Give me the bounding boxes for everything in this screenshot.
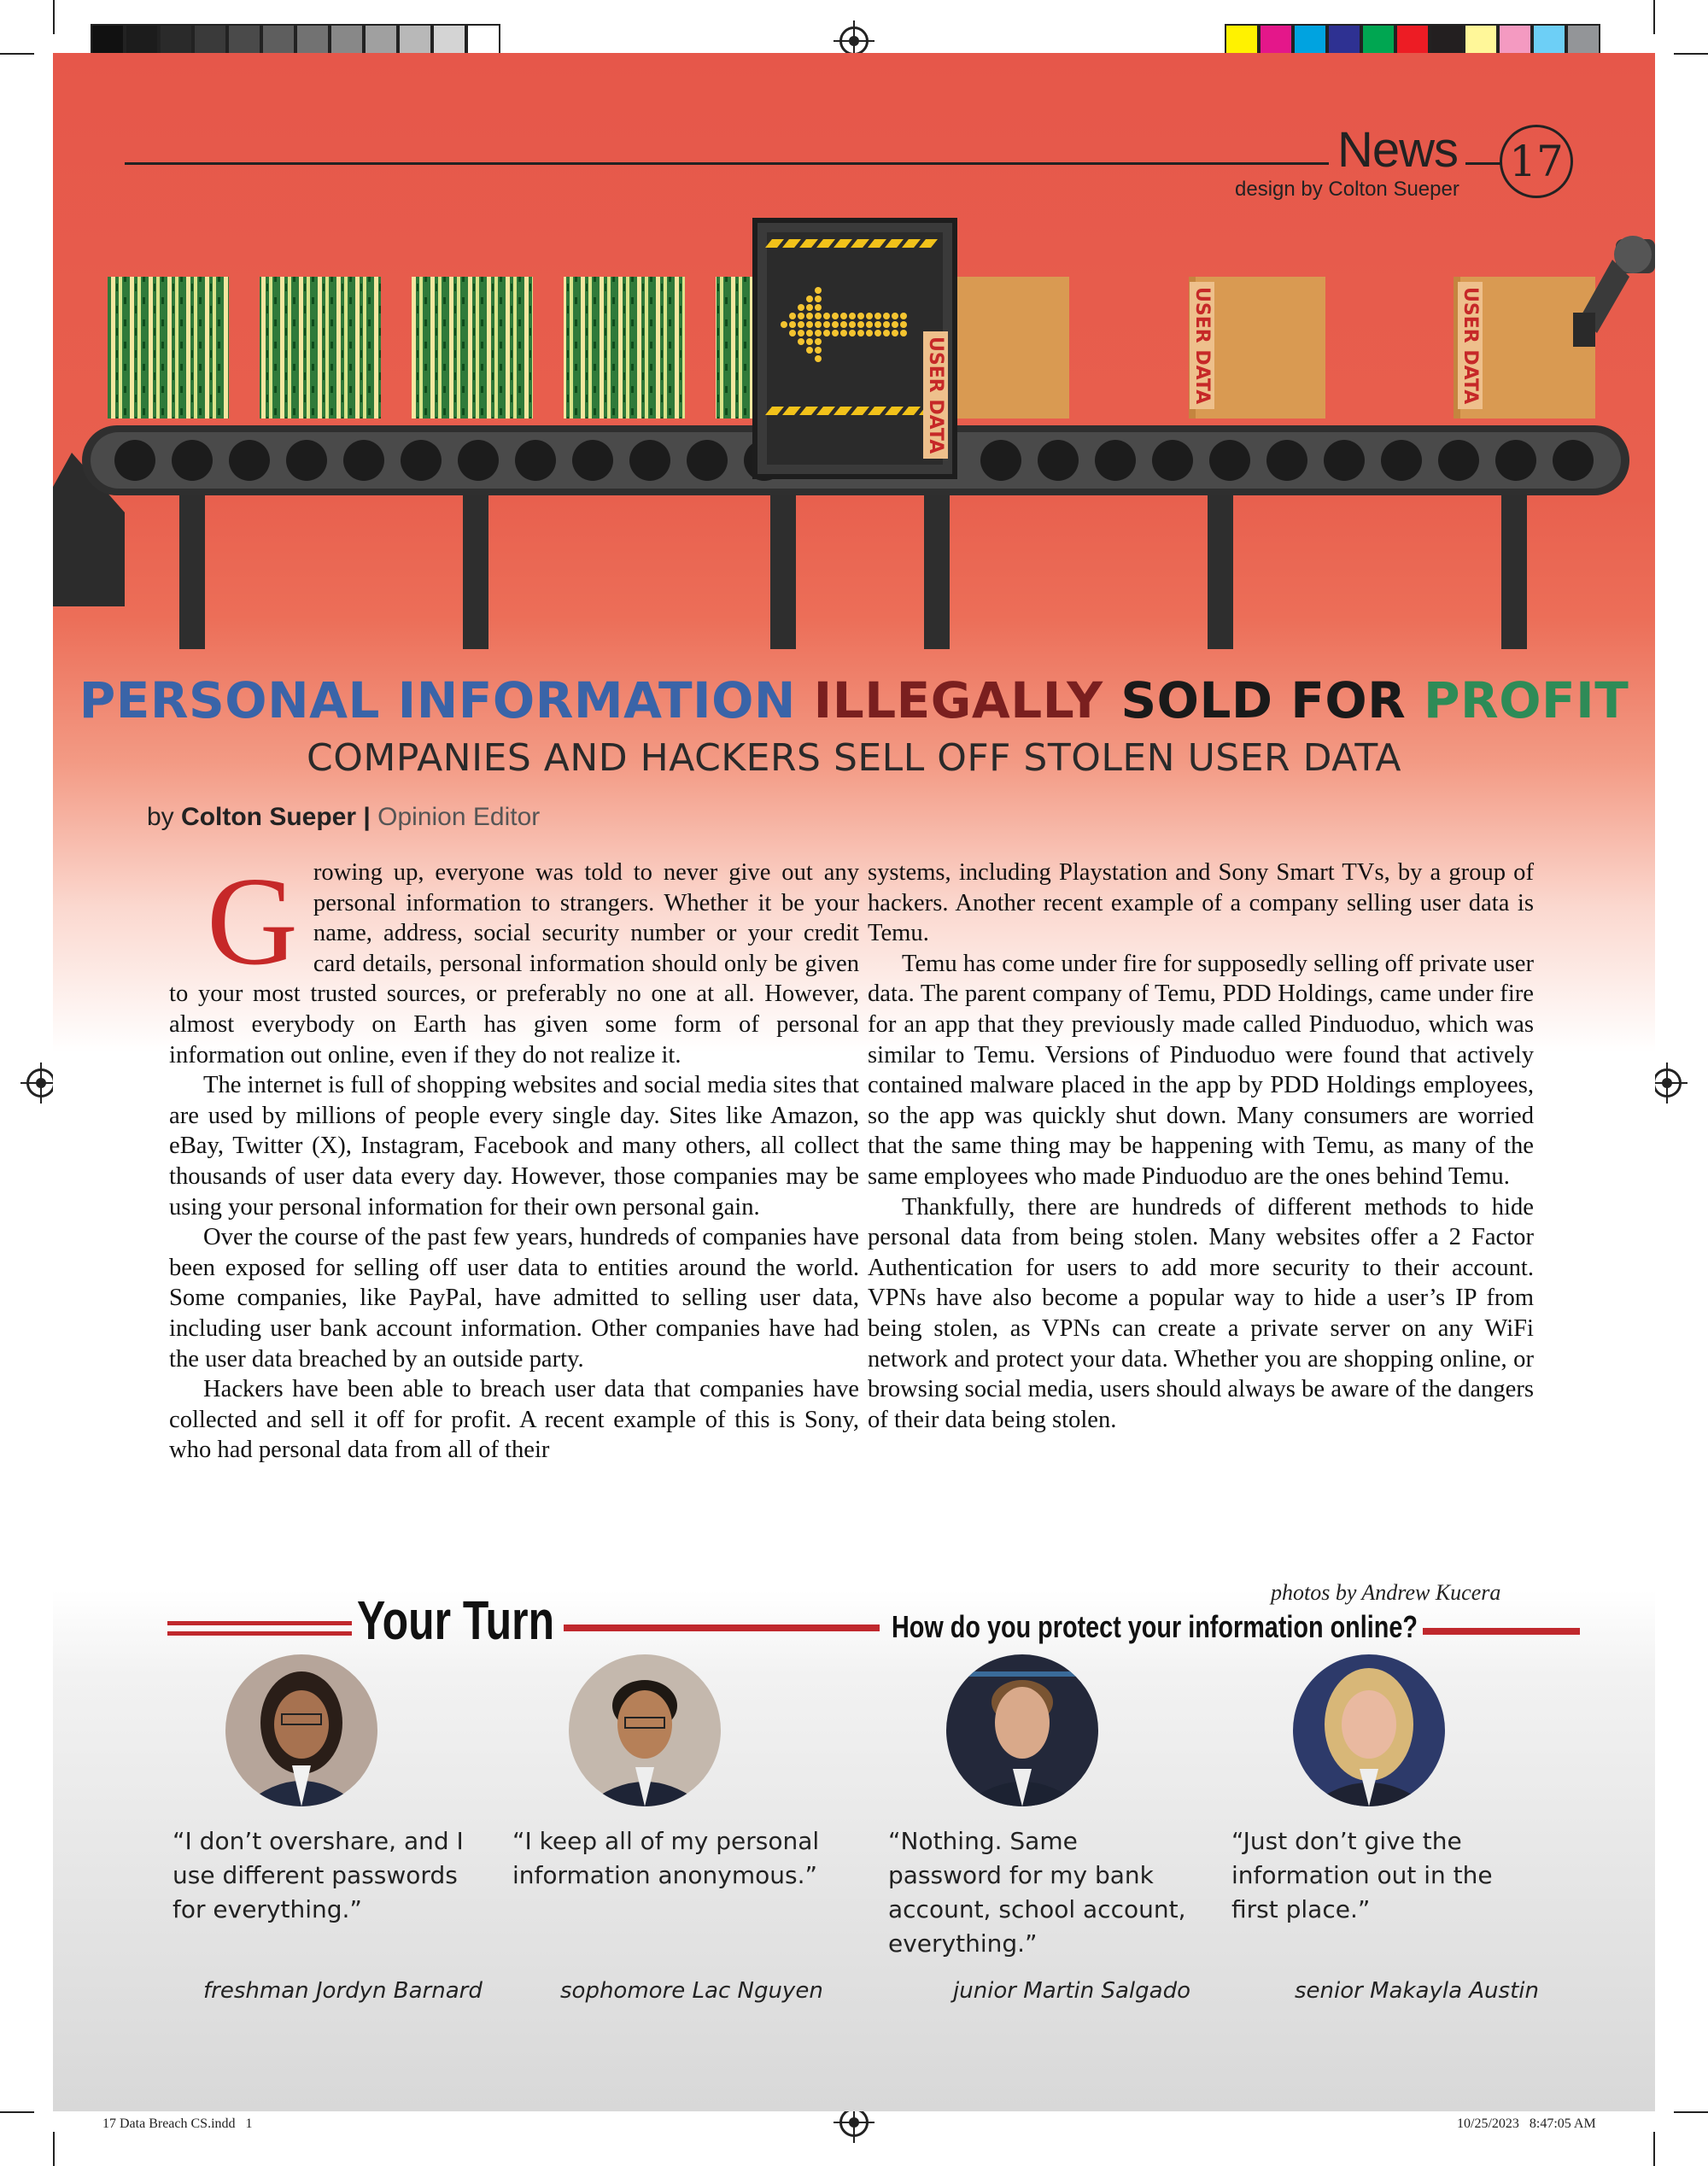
your-turn-question: How do you protect your information online? [892, 1609, 1418, 1644]
subheadline: COMPANIES AND HACKERS SELL OFF STOLEN USER DATA [307, 736, 1401, 780]
drop-cap: G [207, 852, 298, 992]
headline-part-1: PERSONAL INFORMATION [79, 671, 796, 729]
box-label: USER DATA [1190, 282, 1214, 409]
section-rule-right [1465, 162, 1501, 165]
divider-line [564, 1624, 880, 1631]
avatar [569, 1654, 721, 1806]
box-label: USER DATA [1458, 282, 1483, 409]
headline-part-3: SOLD FOR [1120, 671, 1407, 729]
registration-mark-left [26, 1068, 56, 1098]
article-paragraph: Over the course of the past few years, hundreds of companies have been exposed for selling off user data to entities around the world. Some companies, like PayPal, have admitted to selling user data, including user bank account information. Other companies have had the user data breached by an outside party. [169, 1224, 859, 1373]
byline-prefix: by [147, 803, 174, 831]
byline-author: Colton Sueper [181, 803, 357, 831]
article-paragraph: rowing up, everyone was told to never give out any personal information to strangers. Whether it be your name, address, social security number or your credit card details, personal information should only be given to your most trusted sources, or preferably no one at all. However, almost everybody on Earth has given some form of personal information out online, even if they do not realize it. [169, 859, 859, 1068]
photo-credit: photos by Andrew Kucera [1271, 1580, 1501, 1605]
response-attribution: sophomore Lac Nguyen [560, 1978, 823, 2004]
article-paragraph: Temu has come under fire for supposedly selling off private user data. The parent company of Temu, PDD Holdings, came under fire for an app that they previously made called Pinduoduo, which was similar to Temu. Versions of Pinduoduo were found that actively contained malware placed in the app by PDD Holdings employees, so the app was quickly shut down. Many consumers are worried that the same thing may be happening with Temu, as many of the same employees who made Pinduoduo are the ones behind Temu. [868, 950, 1534, 1190]
box-label: USER DATA [923, 331, 948, 459]
response-quote: “I don’t overshare, and I use different passwords for everything.” [173, 1827, 464, 1923]
slug-filename: 17 Data Breach CS.indd 1 [102, 2116, 253, 2131]
byline-role: Opinion Editor [377, 803, 541, 831]
article-paragraph: Hackers have been able to breach user data that companies have collected and sell it off for profit. A recent example of this is Sony, who had personal data from all of their [169, 1376, 859, 1464]
design-credit: design by Colton Sueper [1235, 178, 1459, 201]
byline [147, 803, 540, 832]
your-turn-title: Your Turn [357, 1589, 555, 1651]
headline [53, 671, 1655, 729]
divider-line [167, 1631, 352, 1636]
headline-part-2: ILLEGALLY [813, 671, 1103, 729]
article-paragraph: The internet is full of shopping websites and social media sites that are used by millions of people every single day. Sites like Amazon, eBay, Twitter (X), Instagram, Facebook and many others, all collect thousands of user data every day. However, those companies may be using your personal information for their own personal gain. [169, 1072, 859, 1221]
registration-mark-top [839, 26, 869, 56]
article-column-2 [868, 858, 1534, 1435]
avatar [1293, 1654, 1445, 1806]
divider-line [1423, 1628, 1580, 1635]
divider-line [167, 1621, 352, 1625]
response-attribution: senior Makayla Austin [1295, 1978, 1539, 2004]
section-rule [125, 162, 1329, 165]
headline-part-4: PROFIT [1424, 671, 1629, 729]
article-column-1 [169, 852, 859, 1466]
response-quote: “Just don’t give the information out in the first place.” [1231, 1827, 1493, 1923]
section-title: News [1337, 122, 1459, 178]
avatar [946, 1654, 1098, 1806]
response-attribution: junior Martin Salgado [953, 1978, 1190, 2004]
page-number: 17 [1500, 125, 1573, 198]
registration-mark-bottom [839, 2108, 869, 2137]
money-stacks [108, 277, 765, 419]
conveyor-illustration [53, 205, 1655, 649]
article-paragraph: systems, including Playstation and Sony Smart TVs, by a group of hackers. Another recent example of a company selling user data is Temu. [868, 859, 1534, 947]
registration-mark-right [1652, 1068, 1682, 1098]
user-data-boxes [950, 277, 1595, 419]
avatar [225, 1654, 377, 1806]
slug-timestamp: 10/25/2023 8:47:05 AM [1457, 2116, 1596, 2131]
article-paragraph: Thankfully, there are hundreds of different methods to hide personal data from being stolen. Many websites offer a 2 Factor Authentication for users to add more security to their account. VPNs have also become a popular way to hide a user’s IP from being stolen, as VPNs can create a private server on any WiFi network and protect your data. Whether you are shopping online, or browsing social media, users should always be aware of the dangers of their data being stolen. [868, 1193, 1534, 1433]
response-attribution: freshman Jordyn Barnard [203, 1978, 483, 2004]
response-quote: “I keep all of my personal information anonymous.” [512, 1827, 820, 1889]
response-quote: “Nothing. Same password for my bank account, school account, everything.” [888, 1827, 1186, 1958]
byline-separator: | [363, 803, 371, 831]
